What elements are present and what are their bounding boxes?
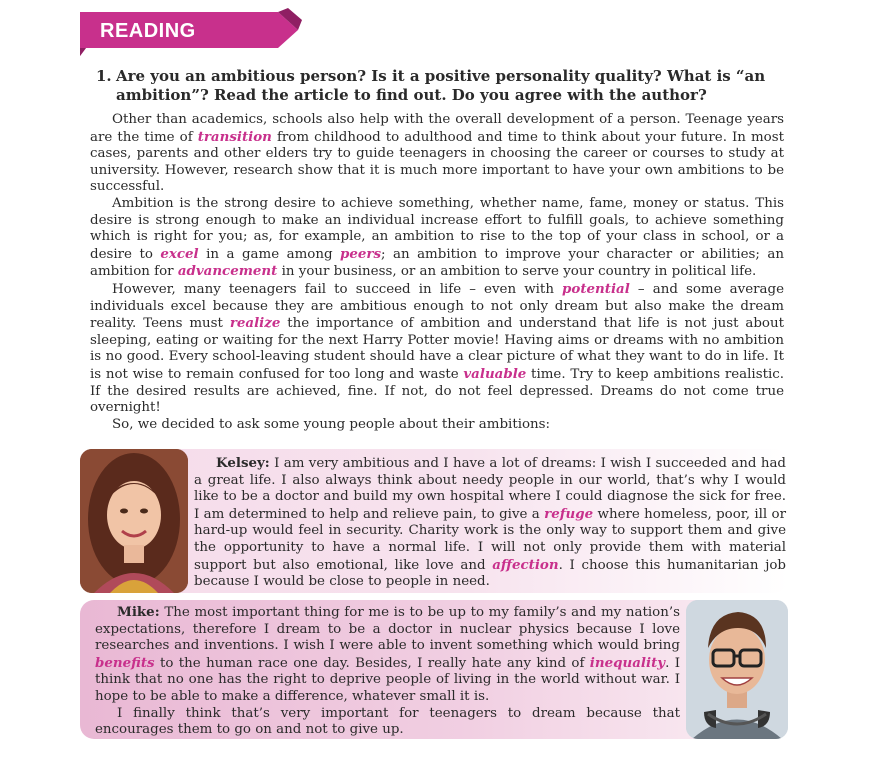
kelsey-photo	[80, 449, 188, 593]
text-run: The most important thing for me is to be up to my family’s and my nation’s expectations, therefore I dream to be a doctor in nuclear physics because I love researches and inventions. I wish I were able to invent something which would bring	[95, 605, 680, 654]
speaker-name: Mike:	[117, 604, 160, 620]
girl-portrait-icon	[80, 449, 188, 593]
text-run: Other than academics, schools also help with the overall development of a person. Teenage years are the time of	[90, 112, 784, 145]
mike-paragraph-2: I finally think that’s very important for teenagers to dream because that encourages them to go on and not to give up.	[95, 705, 680, 738]
article-paragraph-4: So, we decided to ask some young people about their ambitions:	[112, 416, 551, 432]
vocab-word-potential: potential	[562, 280, 630, 297]
boy-portrait-icon	[686, 600, 788, 739]
question-line-2: ambition”? Read the article to find out. Do you agree with the author?	[116, 86, 707, 104]
article-paragraph-3	[90, 281, 784, 417]
vocab-word-peers: peers	[340, 245, 382, 262]
vocab-word-inequality: inequality	[589, 654, 666, 671]
vocab-word-refuge: refuge	[544, 505, 594, 522]
kelsey-card	[80, 449, 788, 593]
text-run: ; an ambition to improve your character or abilities; an ambition for	[90, 246, 785, 280]
text-run: in your business, or an ambition to serve your country in political life.	[277, 264, 757, 280]
article-paragraph-1	[90, 112, 784, 196]
vocab-word-transition: transition	[197, 128, 272, 145]
text-run: from childhood to adulthood and time to think about your future. In most cases, parents and other elders try to guide teenagers in choosing the career or courses to study at university. However, research show that it is much more important to have your own ambitions to be successful.	[90, 129, 784, 195]
mike-card	[80, 600, 788, 739]
vocab-word-benefits: benefits	[95, 654, 155, 671]
text-run: . I choose this humanitarian job because I would be close to people in need.	[194, 557, 787, 590]
vocab-word-valuable: valuable	[463, 365, 527, 382]
vocab-word-affection: affection	[492, 556, 559, 573]
text-run: in a game among	[198, 246, 341, 262]
vocab-word-excel: excel	[160, 245, 199, 262]
text-run: the importance of ambition and understand that life is not just about sleeping, eating or waiting for the next Harry Potter movie! Having aims or dreams with no ambition is no good. Every school-leaving student should have a clear picture of what they want to do in life. It is not wise to remain confused for too long and waste	[90, 316, 784, 382]
text-run: – and some average individuals excel because they are ambitious enough to not only dream but also make the dream reality. Teens must	[90, 281, 784, 332]
question	[96, 67, 796, 105]
article	[90, 112, 784, 433]
text-run: to the human race one day. Besides, I really hate any kind of	[154, 655, 590, 671]
text-run: However, many teenagers fail to succeed in life – even with	[112, 281, 563, 297]
vocab-word-realize: realize	[229, 315, 281, 332]
article-paragraph-2	[90, 196, 784, 281]
text-run: Ambition is the strong desire to achieve something, whether name, fame, money or status. This desire is strong enough to make an individual increase effort to fulfill goals, to achieve something which is right for you; as, for example, an ambition to rise to the top of your class in school, or a desire to	[90, 195, 784, 262]
question-number: 1.	[96, 67, 112, 85]
question-line-1: Are you an ambitious person? Is it a positive personality quality? What is “an	[116, 67, 766, 85]
section-banner	[80, 8, 302, 60]
speaker-name: Kelsey:	[216, 455, 270, 471]
kelsey-quote	[194, 455, 786, 591]
text-run: where homeless, poor, ill or hard-up would feel in security. Charity work is the only way to support them and give the opportunity to have a normal life. I will not only provide them with material support but also emotional, like love and	[194, 506, 786, 573]
section-title: READING	[100, 20, 196, 42]
text-run: I am very ambitious and I have a lot of dreams: I wish I succeeded and had a great life. I also always think about needy people in our world, that’s why I would like to be a doctor and build my own hospital where I could diagnose the sick for free. I am determined to help and relieve pain, to give a	[194, 456, 786, 522]
text-run: time. Try to keep ambitions realistic. If the desired results are achieved, fine. If not, do not feel depressed. Dreams do not come true overnight!	[90, 366, 784, 416]
mike-quote	[95, 604, 680, 739]
mike-photo	[686, 600, 788, 739]
text-run: . I think that no one has the right to deprive people of living in the world without war. I hope to be able to make a difference, whatever small it is.	[95, 655, 680, 704]
vocab-word-advancement: advancement	[177, 263, 278, 280]
